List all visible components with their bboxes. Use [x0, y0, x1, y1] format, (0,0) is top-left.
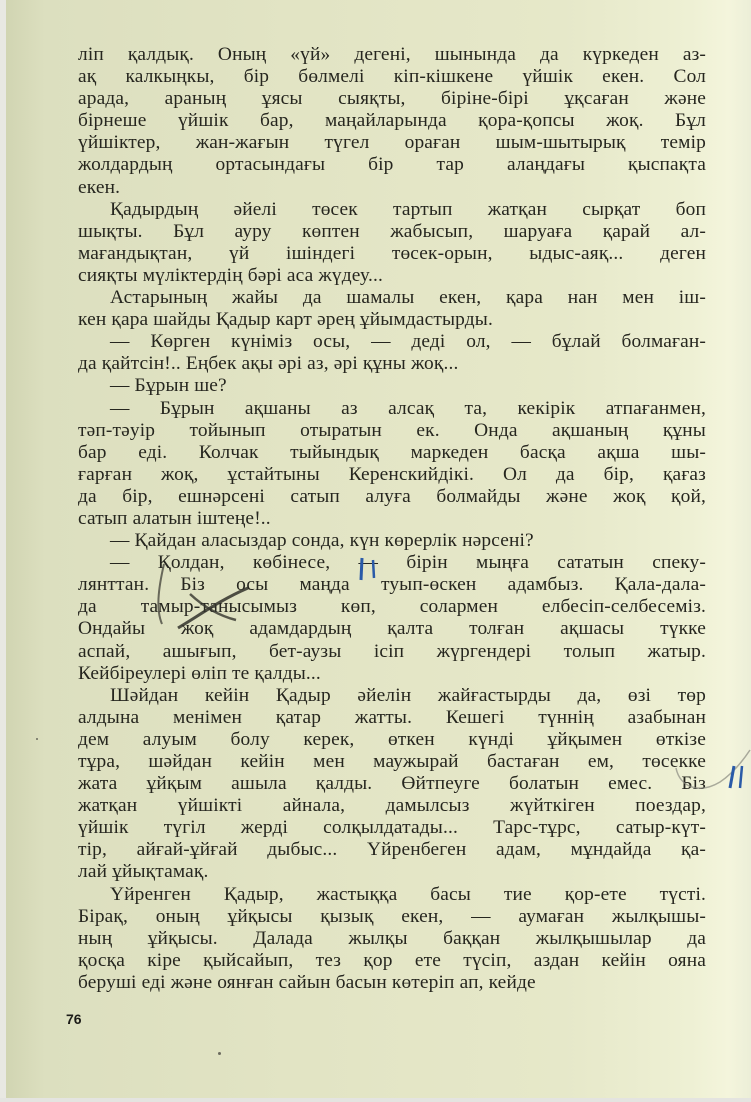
- text-line: лянттан. Біз осы маңда туып-өскен адамбыз. Қала-дала-: [78, 574, 706, 596]
- text-line: шықты. Бұл ауру көптен жабысып, шаруаға қарай ал-: [78, 220, 706, 242]
- text-line: Қадырдың әйелі төсек тартып жатқан сырқат боп: [110, 198, 706, 220]
- text-line: Кейбіреулері өліп те қалды...: [78, 662, 321, 684]
- text-line: да қайтсін!.. Еңбек ақы әрі аз, әрі құны жоқ...: [78, 353, 459, 375]
- text-line: да тамыр-танысымыз көп, солармен елбесіп-селбесеміз.: [78, 596, 706, 618]
- text-line: Шәйдан кейін Қадыр әйелін жайғастырды да, өзі төр: [110, 684, 706, 706]
- text-line: тір, айғай-ұйғай дыбыс... Үйренбеген адам, мұндайда қа-: [78, 839, 706, 861]
- text-line: сияқты мүліктердің бәрі аса жүдеу...: [78, 264, 383, 286]
- text-line: ның ұйқысы. Далада жылқы баққан жылқышылар да: [78, 927, 706, 949]
- text-line: алдына менімен қатар жатты. Кешегі түннің азабынан: [78, 706, 706, 728]
- paragraph: [78, 398, 706, 531]
- text-line: — Бұрын ақшаны аз алсақ та, кекірік атпағанмен,: [110, 397, 706, 419]
- text-line: жата ұйқым ашыла қалды. Өйтпеуге болатын емес. Біз: [78, 773, 706, 795]
- text-line: — Қолдан, көбінесе, — бірін мыңға сататын спеку-: [110, 552, 706, 574]
- paragraph: [78, 287, 706, 331]
- text-line: бірнеше үйшік бар, маңайларында қора-қопсы жоқ. Бұл: [78, 110, 706, 132]
- text-line: беруші еді және оянған сайын басын көтеріп ап, кейде: [78, 971, 536, 993]
- text-line: ғарған жоқ, ұстайтыны Керенскийдікі. Ол да бір, қағаз: [78, 463, 706, 485]
- text-line: үйшіктер, жан-жағын түгел ораған шым-шытырық темір: [78, 132, 706, 154]
- text-line: Ондайы жоқ адамдардың қалта толған ақшасы түкке: [78, 618, 706, 640]
- paragraph: [78, 552, 706, 685]
- paragraph: [78, 331, 706, 375]
- text-line: — Көрген күніміз осы, — деді ол, — бұлай болмаған-: [110, 331, 706, 353]
- text-line: — Бұрын ше?: [110, 375, 227, 397]
- text-line: аспай, ашығып, бет-аузы ісіп жүргендері толып жатыр.: [78, 640, 706, 662]
- text-line: да бір, ешнәрсені сатып алуға болмайды және жоқ қой,: [78, 485, 706, 507]
- text-line: Астарының жайы да шамалы екен, қара нан мен іш-: [110, 287, 706, 309]
- paper-speck: [36, 738, 38, 740]
- text-line: екен.: [78, 176, 121, 198]
- text-line: қосқа кіре қыйсайып, тез қор ете түсіп, аздан кейін ояна: [78, 949, 706, 971]
- paragraph: [78, 530, 706, 552]
- text-line: ліп қалдық. Оның «үй» дегені, шынында да күркеден аз-: [78, 44, 706, 65]
- paragraph: [78, 44, 706, 199]
- text-line: Бірақ, оның ұйқысы қызық екен, — аумаған жылқышы-: [78, 905, 706, 927]
- text-line: тәп-тәуір тойынып отыратын ек. Онда ақшаның құны: [78, 419, 706, 441]
- paragraph: [78, 685, 706, 884]
- text-line: жатқан үйшікті айнала, дамылсыз жүйткіген поездар,: [78, 795, 706, 817]
- text-line: лай ұйықтамақ.: [78, 861, 209, 883]
- text-line: сатып алатын іштеңе!..: [78, 507, 271, 529]
- paragraph: [78, 884, 706, 994]
- text-line: ақ калкыңкы, бір бөлмелі кіп-кішкене үйшік екен. Сол: [78, 66, 706, 88]
- text-line: — Қайдан аласыздар сонда, күн көрерлік нәрсені?: [110, 530, 534, 552]
- text-line: мағандықтан, үй ішіндегі төсек-орын, ыдыс-аяқ... деген: [78, 242, 706, 264]
- paragraph: [78, 199, 706, 287]
- text-line: дем алуым болу керек, өткен күнді ұйқымен өткізе: [78, 728, 706, 750]
- text-line: арада, араның ұясы сыяқты, біріне-бірі ұқсаған және: [78, 88, 706, 110]
- body-text: [78, 44, 706, 994]
- text-line: үйшік түгіл жерді солқылдатады... Тарс-тұрс, сатыр-күт-: [78, 817, 706, 839]
- text-line: бар еді. Колчак тыйындық маркеден басқа ақша шы-: [78, 441, 706, 463]
- page-number: 76: [66, 1011, 82, 1027]
- text-line: кен қара шайды Қадыр карт әрең ұйымдастырды.: [78, 309, 493, 331]
- text-line: Үйренген Қадыр, жастыққа басы тие қор-ете түсті.: [110, 883, 706, 905]
- text-line: жолдардың ортасындағы бір тар алаңдағы қыспақта: [78, 154, 706, 176]
- paragraph: [78, 375, 706, 397]
- text-line: тұра, шәйдан кейін мен маужырай бастаған ем, төсекке: [78, 751, 706, 772]
- paper-speck: [218, 1052, 221, 1055]
